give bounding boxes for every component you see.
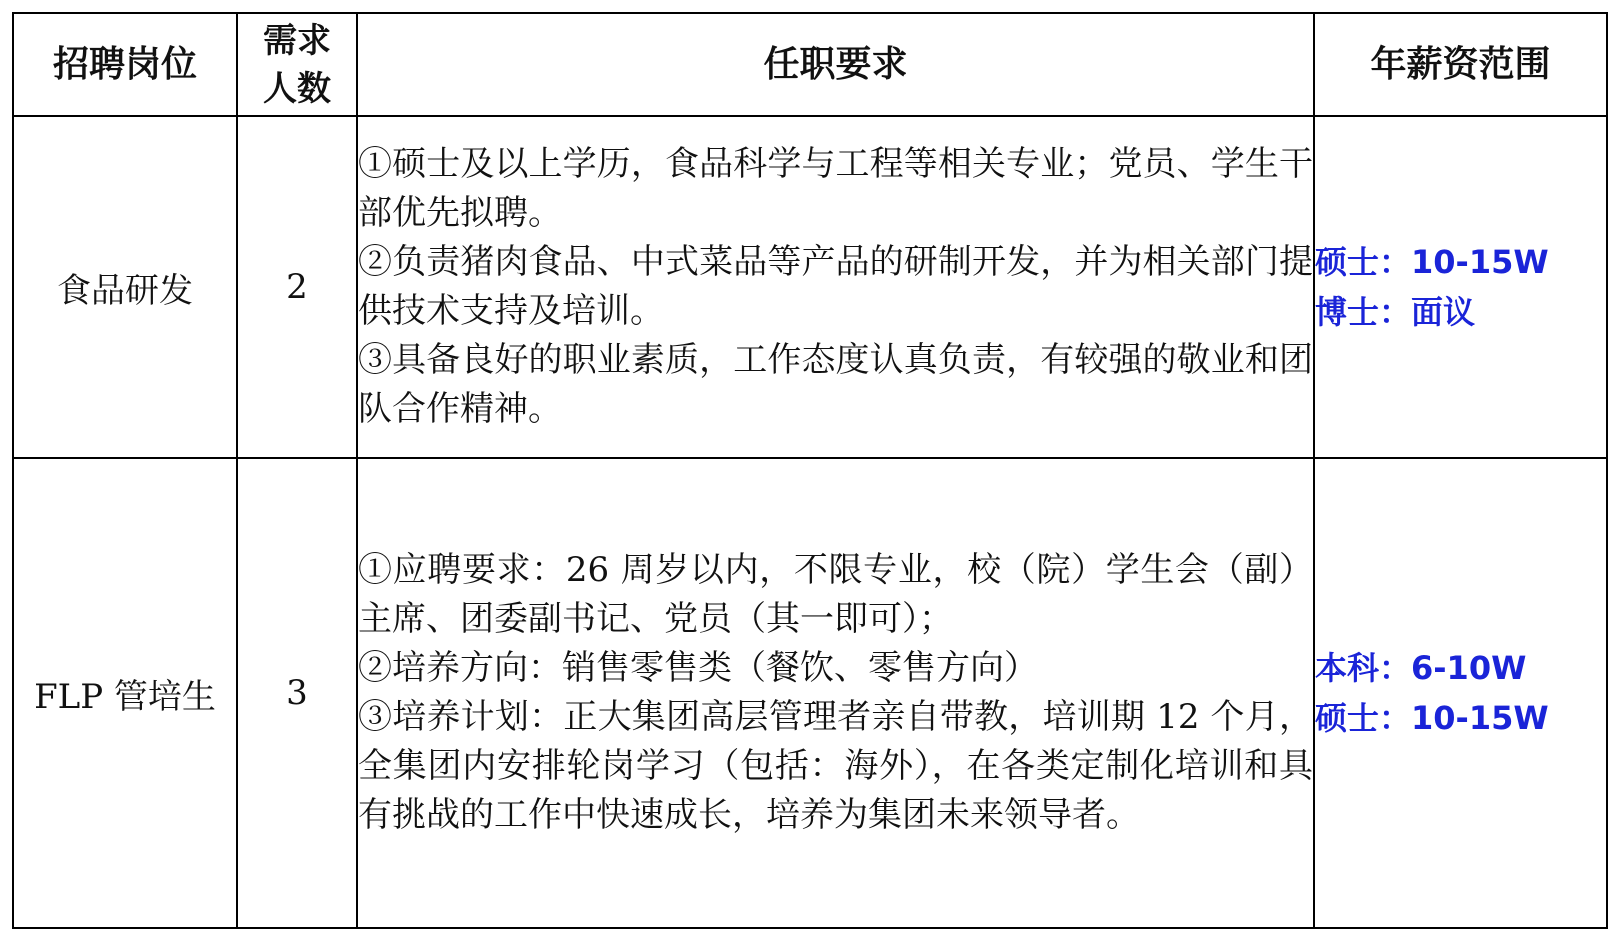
header-position: 招聘岗位 (13, 13, 237, 116)
requirement-item: ①应聘要求：26 周岁以内，不限专业，校（院）学生会（副）主席、团委副书记、党员（其一即可）； (358, 550, 1313, 639)
header-requirements: 任职要求 (357, 13, 1314, 116)
position-cell: 食品研发 (13, 116, 237, 458)
salary-cell (1314, 458, 1607, 928)
count-cell: 3 (237, 458, 357, 928)
table-row (13, 116, 1607, 458)
requirement-item: ①硕士及以上学历，食品科学与工程等相关专业；党员、学生干部优先拟聘。 (358, 144, 1313, 233)
header-row (13, 13, 1607, 116)
salary-line: 本科：6-10W (1315, 649, 1527, 687)
requirement-item: ②负责猪肉食品、中式菜品等产品的研制开发，并为相关部门提供技术支持及培训。 (358, 242, 1313, 331)
salary-cell (1314, 116, 1607, 458)
header-count-line-1: 需求 (263, 20, 331, 61)
table-row (13, 458, 1607, 928)
recruitment-table (12, 12, 1608, 929)
header-salary: 年薪资范围 (1314, 13, 1607, 116)
header-count (237, 13, 357, 116)
requirement-item: ②培养方向：销售零售类（餐饮、零售方向） (358, 648, 1038, 688)
position-cell: FLP 管培生 (13, 458, 237, 928)
requirement-item: ③培养计划：正大集团高层管理者亲自带教，培训期 12 个月，全集团内安排轮岗学习（包括：海外），在各类定制化培训和具有挑战的工作中快速成长，培养为集团未来领导者。 (358, 697, 1313, 835)
requirement-item: ③具备良好的职业素质，工作态度认真负责，有较强的敬业和团队合作精神。 (358, 340, 1313, 429)
requirements-cell (357, 458, 1314, 928)
salary-line: 博士：面议 (1315, 293, 1476, 331)
requirements-cell (357, 116, 1314, 458)
header-count-line-2: 人数 (263, 68, 331, 109)
count-cell: 2 (237, 116, 357, 458)
salary-line: 硕士：10-15W (1315, 243, 1549, 281)
salary-line: 硕士：10-15W (1315, 699, 1549, 737)
